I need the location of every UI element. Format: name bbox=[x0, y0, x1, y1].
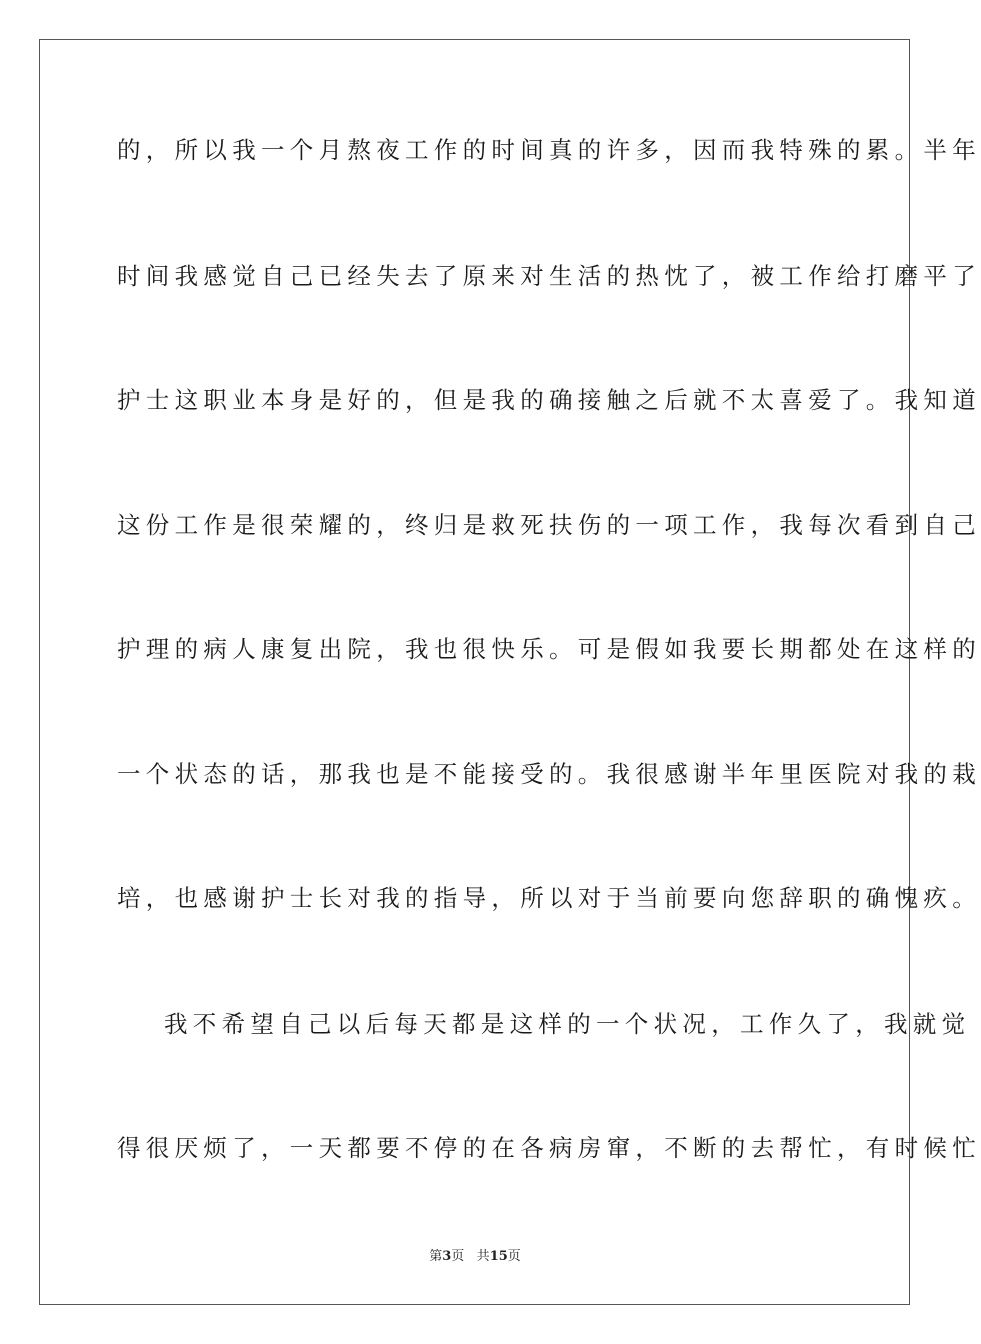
body-text-line-5: 护理的病人康复出院，我也很快乐。可是假如我要长期都处在这样的 bbox=[117, 635, 981, 663]
page-border bbox=[39, 39, 981, 1305]
body-text-line-9: 得很厌烦了，一天都要不停的在各病房窜，不断的去帮忙，有时候忙 bbox=[117, 1134, 981, 1162]
page-number: 3 bbox=[442, 1249, 452, 1264]
total-suffix: 页 bbox=[507, 1249, 521, 1264]
body-text-line-6: 一个状态的话，那我也是不能接受的。我很感谢半年里医院对我的栽 bbox=[117, 760, 981, 788]
body-text-line-1: 的，所以我一个月熬夜工作的时间真的许多，因而我特殊的累。半年 bbox=[117, 136, 981, 164]
total-pages: 15 bbox=[489, 1249, 508, 1264]
body-text-line-3: 护士这职业本身是好的，但是我的确接触之后就不太喜爱了。我知道 bbox=[117, 386, 981, 414]
body-text-line-2: 时间我感觉自己已经失去了原来对生活的热忱了，被工作给打磨平了 bbox=[117, 262, 981, 290]
body-text-line-8: 我不希望自己以后每天都是这样的一个状况，工作久了，我就觉 bbox=[164, 1010, 971, 1038]
total-prefix: 共 bbox=[476, 1249, 490, 1264]
page-suffix: 页 bbox=[451, 1249, 465, 1264]
page-footer bbox=[0, 1248, 950, 1266]
body-text-line-4: 这份工作是很荣耀的，终归是救死扶伤的一项工作，我每次看到自己 bbox=[117, 511, 981, 539]
body-text-line-7: 培，也感谢护士长对我的指导，所以对于当前要向您辞职的确愧疚。 bbox=[117, 884, 981, 912]
page-prefix: 第 bbox=[429, 1249, 443, 1264]
